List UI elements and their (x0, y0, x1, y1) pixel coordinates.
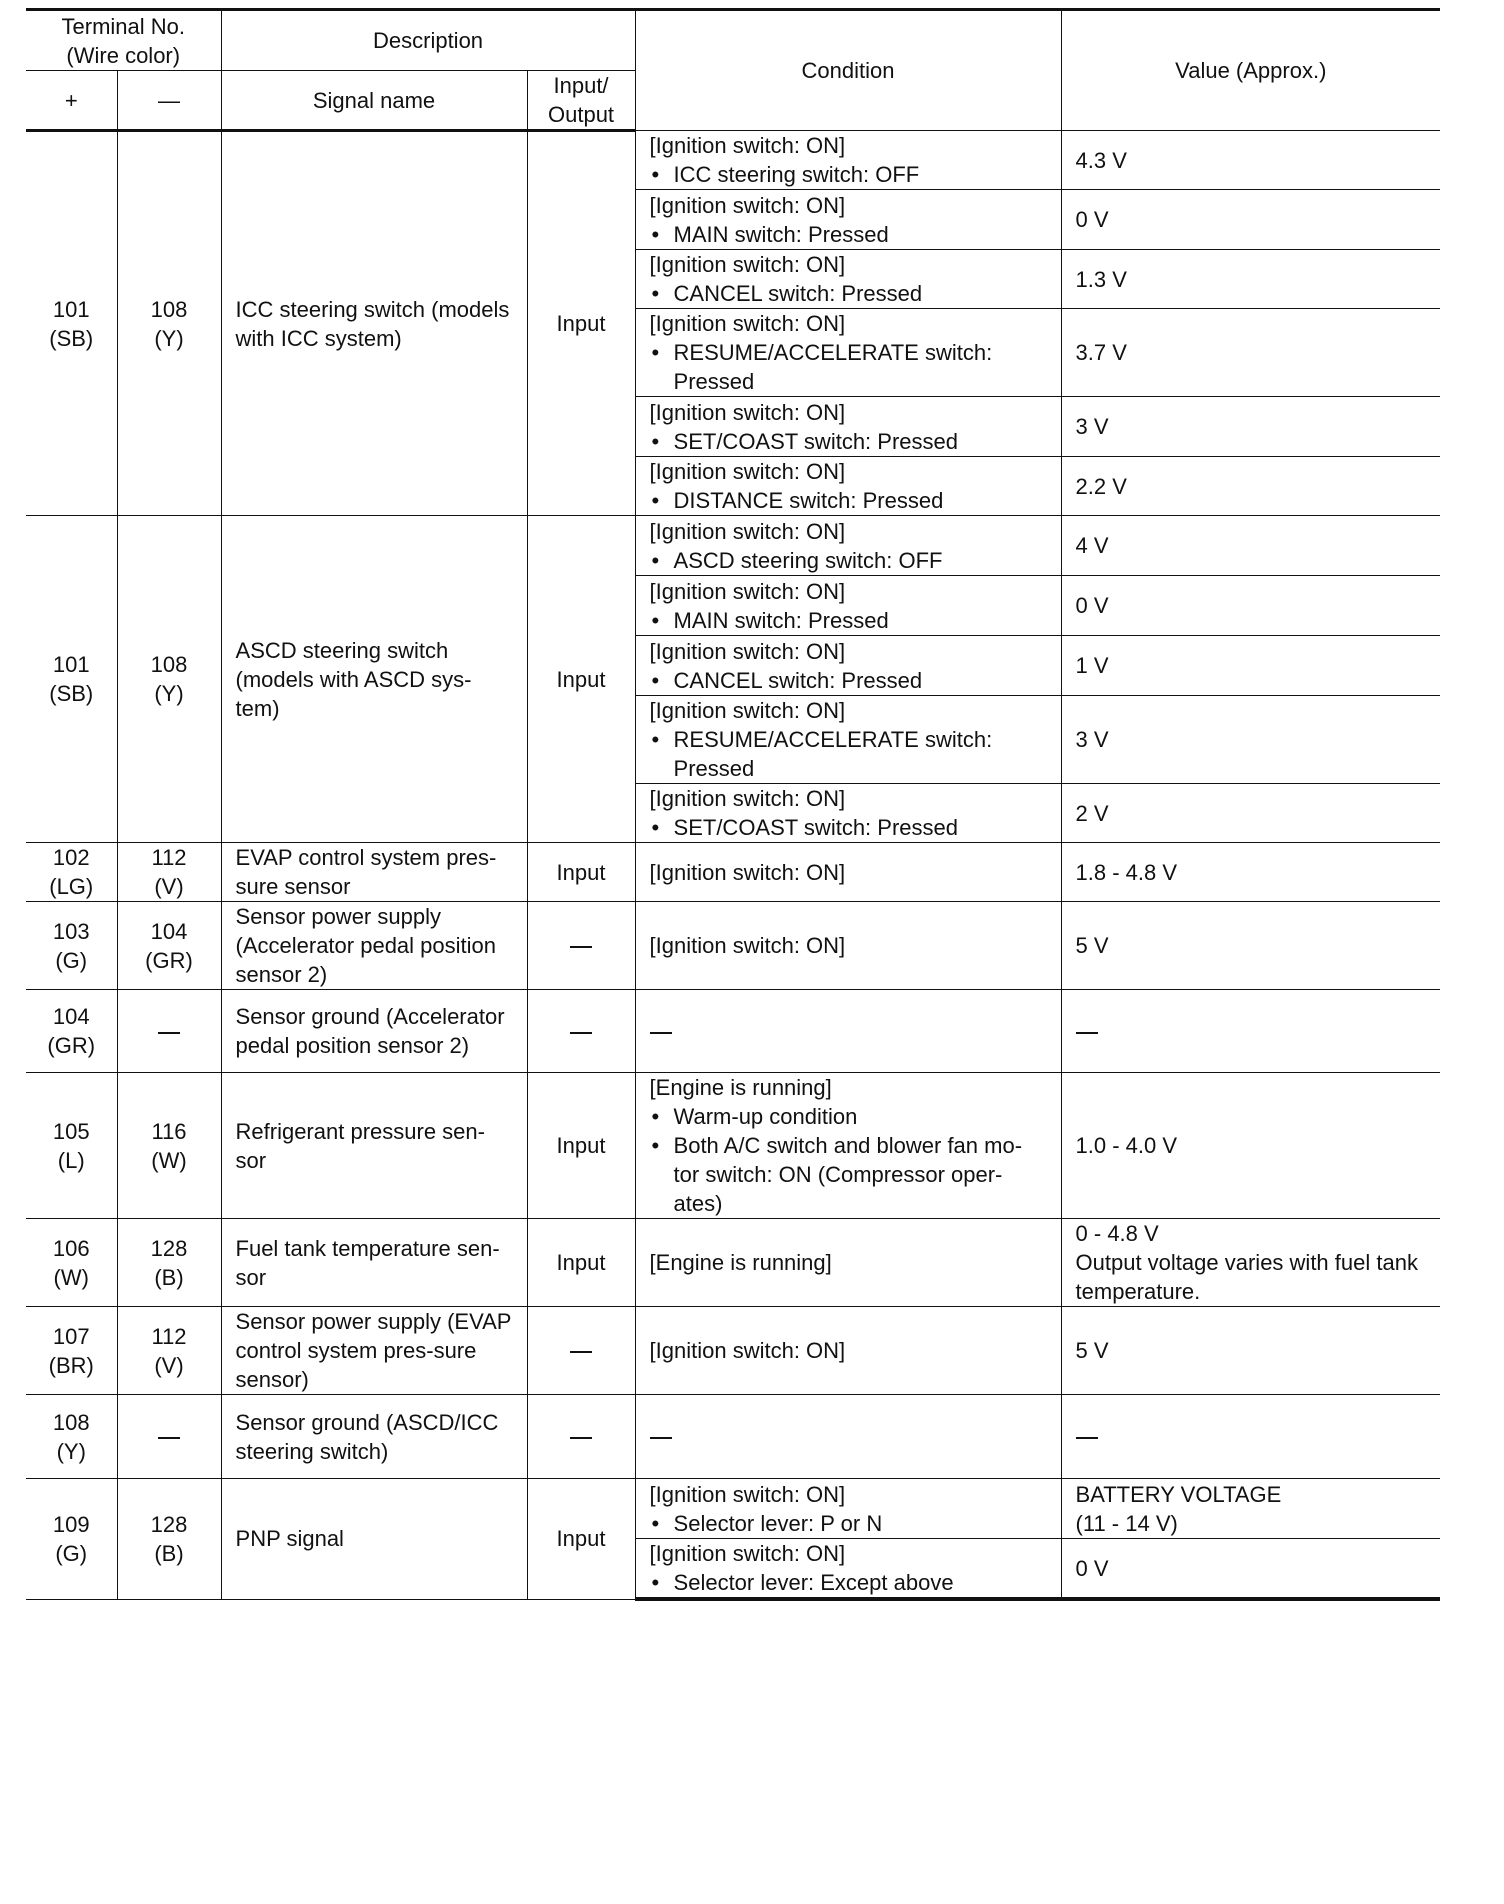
terminal-minus-line: (Y) (154, 681, 184, 706)
condition-text: [Engine is running] (649, 1075, 832, 1100)
terminal-plus-line: 101 (52, 652, 90, 677)
value-line: 0 V (1075, 1555, 1109, 1581)
terminal-minus (117, 1073, 221, 1219)
input-output (527, 990, 635, 1073)
signal-name-header: Signal name (221, 71, 527, 131)
table-row (26, 1479, 1440, 1539)
value-line: 2 V (1075, 800, 1109, 826)
value (1061, 1073, 1440, 1219)
table-row (26, 1219, 1440, 1307)
value-line: 1 V (1075, 653, 1109, 678)
condition (635, 309, 1061, 397)
dash-icon (158, 1437, 180, 1439)
terminal-plus (26, 902, 117, 990)
terminal-plus-line: (SB) (49, 681, 94, 706)
table-row (26, 902, 1440, 990)
terminal-minus-line: 128 (150, 1511, 188, 1537)
terminal-minus (117, 131, 221, 516)
terminal-plus (26, 843, 117, 902)
condition (635, 1307, 1061, 1395)
description-header: Description (221, 10, 635, 71)
table-row (26, 131, 1440, 190)
terminal-plus-line: 101 (52, 296, 90, 322)
condition (635, 784, 1061, 843)
value-line: 4.3 V (1075, 147, 1127, 173)
table-row (26, 843, 1440, 902)
value (1061, 1219, 1440, 1307)
terminal-table-page (26, 8, 1440, 1601)
terminal-plus (26, 990, 117, 1073)
terminal-plus-line: 105 (52, 1118, 90, 1144)
condition-bullet: • MAIN switch: Pressed (650, 220, 1047, 249)
terminal-minus (117, 902, 221, 990)
terminal-plus (26, 1479, 117, 1600)
value-header: Value (Approx.) (1061, 10, 1440, 131)
terminal-minus-line: (B) (154, 1540, 184, 1566)
signal-name: Sensor power supply (EVAP control system pres-sure sensor) (221, 1307, 527, 1395)
condition (635, 990, 1061, 1073)
condition (635, 1219, 1061, 1307)
terminal-header: Terminal No. (Wire color) (26, 10, 221, 71)
value (1061, 1539, 1440, 1600)
table-row (26, 1073, 1440, 1219)
condition-bullet: • ASCD steering switch: OFF (650, 546, 1047, 575)
signal-name: Sensor power supply (Accelerator pedal position sensor 2) (221, 902, 527, 990)
dash-icon (1076, 1032, 1098, 1034)
table-row (26, 1307, 1440, 1395)
table-row (26, 990, 1440, 1073)
signal-name: Sensor ground (ASCD/ICC steering switch) (221, 1395, 527, 1479)
terminal-minus-line: (Y) (154, 325, 184, 351)
condition-text: [Ignition switch: ON] (649, 311, 846, 336)
terminal-plus (26, 1307, 117, 1395)
terminal-plus-line: (Y) (56, 1438, 86, 1464)
condition-bullet: • DISTANCE switch: Pressed (650, 486, 1047, 515)
condition (635, 1395, 1061, 1479)
value (1061, 309, 1440, 397)
input-output: Input (527, 1479, 635, 1600)
condition-text: [Ignition switch: ON] (649, 786, 846, 811)
terminal-plus-line: 106 (52, 1235, 90, 1261)
value (1061, 990, 1440, 1073)
dash-icon (570, 1032, 592, 1034)
condition-bullet: • CANCEL switch: Pressed (650, 666, 1047, 695)
terminal-plus (26, 1219, 117, 1307)
input-output: Input (527, 131, 635, 516)
condition-text: [Ignition switch: ON] (649, 698, 846, 723)
value (1061, 576, 1440, 636)
terminal-minus (117, 1395, 221, 1479)
terminal-minus-line: (V) (154, 1352, 184, 1378)
value-line: 0 - 4.8 V (1075, 1221, 1159, 1246)
value (1061, 1479, 1440, 1539)
terminal-minus-line: 108 (150, 296, 188, 322)
terminal-minus (117, 516, 221, 843)
condition (635, 457, 1061, 516)
value-line: 5 V (1075, 1338, 1109, 1363)
condition-text: [Ignition switch: ON] (649, 1541, 846, 1566)
terminal-minus (117, 1479, 221, 1600)
terminal-minus-line: 116 (151, 1118, 187, 1144)
signal-name: ICC steering switch (models with ICC system) (221, 131, 527, 516)
condition (635, 1539, 1061, 1600)
value (1061, 516, 1440, 576)
terminal-minus (117, 843, 221, 902)
table-row (26, 1395, 1440, 1479)
input-output: Input (527, 1219, 635, 1307)
condition (635, 576, 1061, 636)
value-line: 1.0 - 4.0 V (1075, 1133, 1178, 1158)
terminal-plus-line: (L) (57, 1147, 85, 1173)
value-line: 0 V (1075, 593, 1109, 618)
input-output-header: Input/ Output (527, 71, 635, 131)
value-line: 5 V (1075, 933, 1109, 958)
condition (635, 397, 1061, 457)
condition-bullet: • Both A/C switch and blower fan mo-tor switch: ON (Compressor oper-ates) (650, 1131, 1047, 1218)
terminal-minus-line: 104 (150, 918, 188, 944)
terminal-plus-line: 109 (52, 1511, 90, 1537)
terminal-minus-line: (W) (151, 1147, 187, 1173)
terminal-plus-line: (BR) (48, 1352, 94, 1378)
value-line: Output voltage varies with fuel tank temperature. (1075, 1250, 1418, 1304)
condition-text: [Ignition switch: ON] (649, 933, 846, 958)
terminal-plus-line: 102 (52, 845, 90, 870)
terminal-minus-line: (V) (154, 874, 184, 899)
input-output: Input (527, 1073, 635, 1219)
value-line: 0 V (1075, 207, 1109, 232)
condition-text: [Ignition switch: ON] (649, 638, 846, 664)
condition-header: Condition (635, 10, 1061, 131)
signal-name: Fuel tank temperature sen-sor (221, 1219, 527, 1307)
value (1061, 636, 1440, 696)
condition (635, 131, 1061, 190)
dash-icon (650, 1437, 672, 1439)
condition-text: [Ignition switch: ON] (649, 1481, 846, 1507)
terminal-plus-line: (W) (53, 1264, 89, 1290)
condition-text: [Engine is running] (649, 1250, 832, 1275)
input-output: Input (527, 516, 635, 843)
dash-icon (570, 946, 592, 948)
condition-text: [Ignition switch: ON] (649, 578, 846, 604)
value-line: BATTERY VOLTAGE (1075, 1481, 1282, 1507)
dash-icon (650, 1032, 672, 1034)
condition-bullet: • Selector lever: P or N (650, 1509, 1047, 1538)
terminal-minus-line: 128 (150, 1235, 188, 1261)
signal-name: ASCD steering switch (models with ASCD sys-tem) (221, 516, 527, 843)
condition (635, 843, 1061, 902)
condition (635, 902, 1061, 990)
terminal-plus (26, 1073, 117, 1219)
value-line: 3 V (1075, 414, 1109, 439)
terminal-minus (117, 1219, 221, 1307)
dash-icon (570, 1351, 592, 1353)
terminal-minus (117, 1307, 221, 1395)
terminal-signal-table (26, 8, 1440, 1601)
condition (635, 516, 1061, 576)
value (1061, 843, 1440, 902)
value (1061, 696, 1440, 784)
terminal-minus-line: 112 (151, 845, 187, 870)
condition-bullet: • Selector lever: Except above (650, 1568, 1047, 1597)
terminal-plus-line: (GR) (47, 1033, 96, 1058)
value (1061, 397, 1440, 457)
condition (635, 636, 1061, 696)
condition-bullet: • ICC steering switch: OFF (650, 160, 1047, 189)
terminal-plus (26, 131, 117, 516)
terminal-plus-line: (G) (55, 1540, 88, 1566)
terminal-plus-line: (G) (55, 947, 88, 973)
value-line: 1.3 V (1075, 266, 1127, 292)
condition (635, 696, 1061, 784)
value (1061, 250, 1440, 309)
minus-header: — (117, 71, 221, 131)
condition-bullet: • RESUME/ACCELERATE switch: Pressed (650, 338, 1047, 396)
value (1061, 457, 1440, 516)
signal-name: Sensor ground (Accelerator pedal position sensor 2) (221, 990, 527, 1073)
terminal-plus (26, 1395, 117, 1479)
value (1061, 131, 1440, 190)
value-line: 3.7 V (1075, 340, 1127, 365)
value-line: 1.8 - 4.8 V (1075, 859, 1178, 885)
terminal-plus-line: (LG) (49, 874, 94, 899)
value (1061, 190, 1440, 250)
table-header (26, 10, 1440, 131)
condition-bullet: • SET/COAST switch: Pressed (650, 813, 1047, 842)
terminal-minus-line: 112 (151, 1323, 187, 1349)
condition-text: [Ignition switch: ON] (649, 1338, 846, 1363)
condition-bullet: • CANCEL switch: Pressed (650, 279, 1047, 308)
input-output (527, 902, 635, 990)
terminal-plus-line: 104 (52, 1004, 90, 1029)
table-body (26, 131, 1440, 1600)
condition-bullet: • Warm-up condition (650, 1102, 1047, 1131)
condition (635, 250, 1061, 309)
value (1061, 1395, 1440, 1479)
condition-text: [Ignition switch: ON] (649, 252, 846, 277)
terminal-minus-line: (B) (154, 1264, 184, 1290)
value-line: 2.2 V (1075, 473, 1127, 499)
value (1061, 1307, 1440, 1395)
dash-icon (158, 1032, 180, 1034)
input-output: Input (527, 843, 635, 902)
terminal-minus-line: 108 (150, 652, 188, 677)
condition-text: [Ignition switch: ON] (649, 133, 846, 158)
condition-bullet: • RESUME/ACCELERATE switch: Pressed (650, 725, 1047, 783)
value-line: (11 - 14 V) (1075, 1510, 1178, 1536)
condition-text: [Ignition switch: ON] (649, 459, 846, 484)
terminal-plus-line: 107 (52, 1323, 90, 1349)
condition (635, 190, 1061, 250)
terminal-plus-line: 108 (52, 1409, 90, 1435)
value-line: 3 V (1075, 727, 1109, 752)
value (1061, 784, 1440, 843)
signal-name: PNP signal (221, 1479, 527, 1600)
value-line: 4 V (1075, 533, 1109, 558)
condition (635, 1073, 1061, 1219)
dash-icon (570, 1437, 592, 1439)
condition-text: [Ignition switch: ON] (649, 399, 846, 425)
condition-bullet: • MAIN switch: Pressed (650, 606, 1047, 635)
condition-text: [Ignition switch: ON] (649, 518, 846, 544)
terminal-plus-line: (SB) (49, 325, 94, 351)
input-output (527, 1307, 635, 1395)
table-row (26, 516, 1440, 576)
value (1061, 902, 1440, 990)
plus-header: + (26, 71, 117, 131)
condition-text: [Ignition switch: ON] (649, 859, 846, 885)
condition (635, 1479, 1061, 1539)
input-output (527, 1395, 635, 1479)
terminal-minus-line: (GR) (145, 947, 193, 973)
condition-text: [Ignition switch: ON] (649, 192, 846, 218)
terminal-plus-line: 103 (52, 918, 90, 944)
signal-name: EVAP control system pres-sure sensor (221, 843, 527, 902)
dash-icon (1076, 1437, 1098, 1439)
terminal-minus (117, 990, 221, 1073)
condition-bullet: • SET/COAST switch: Pressed (650, 427, 1047, 456)
terminal-plus (26, 516, 117, 843)
signal-name: Refrigerant pressure sen-sor (221, 1073, 527, 1219)
